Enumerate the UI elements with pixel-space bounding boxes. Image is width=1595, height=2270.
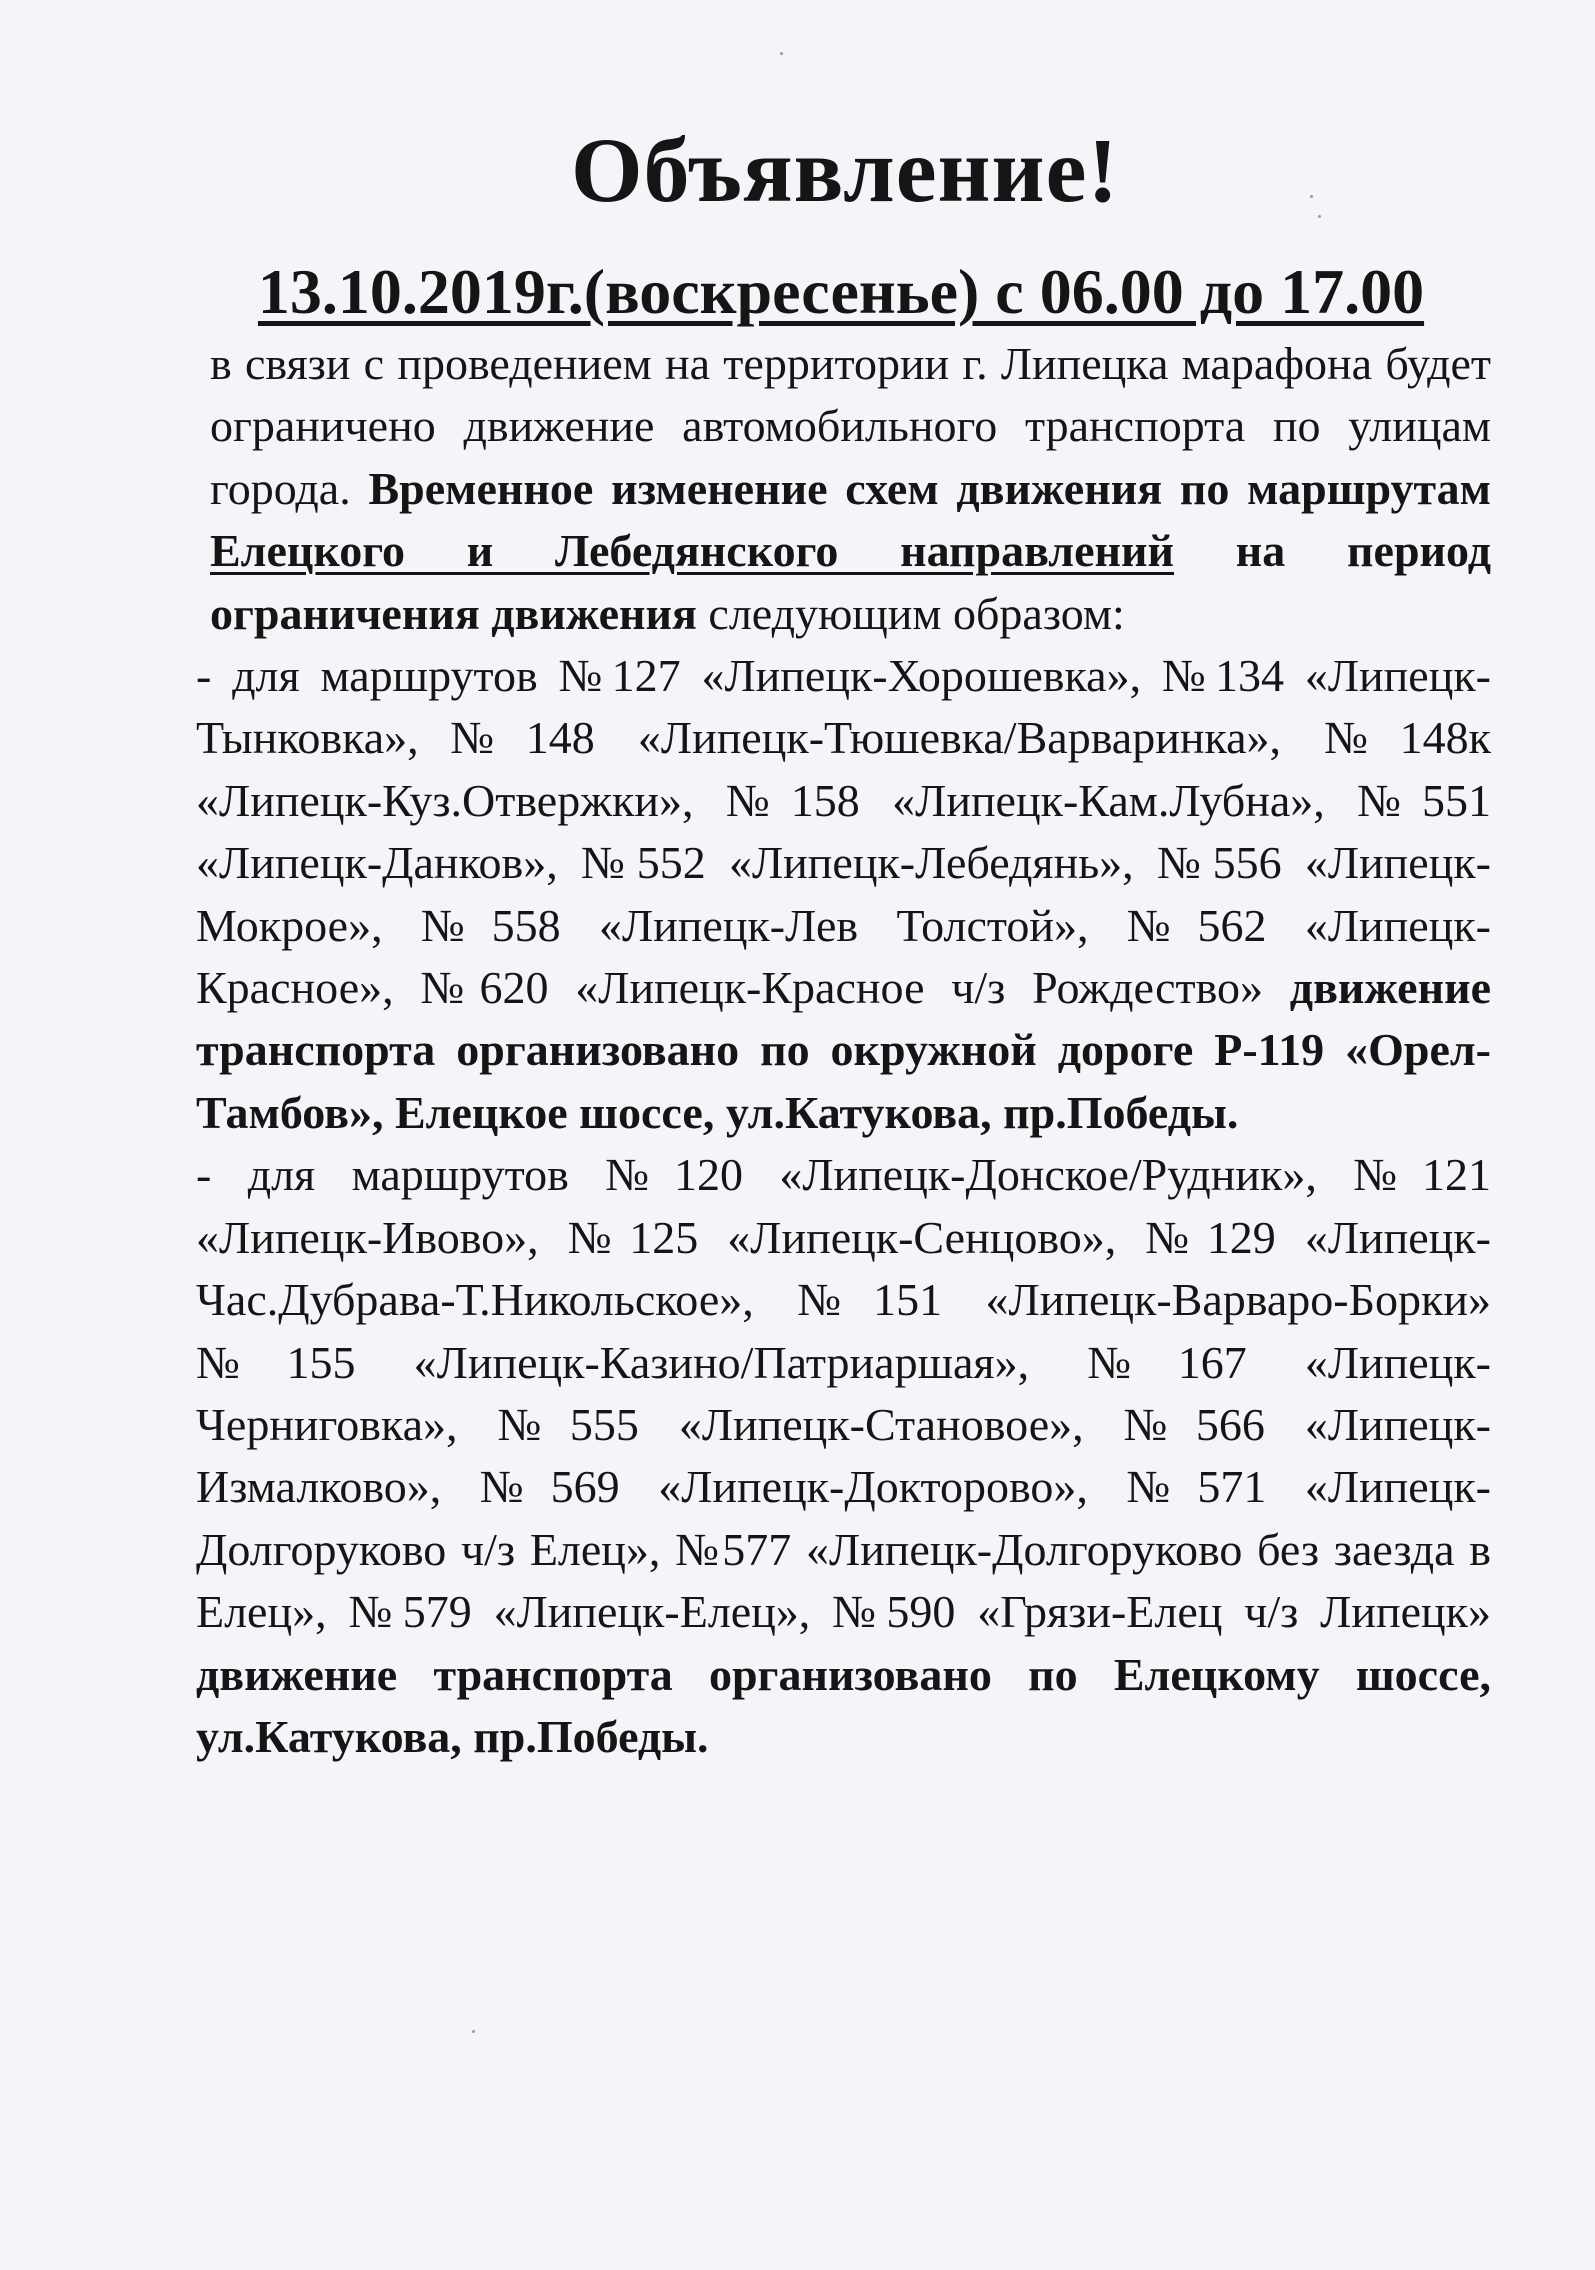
intro-bold-text: Временное изменение схем движения по маршрутам: [368, 462, 1491, 514]
intro-bold-period: на период ограничения движения: [210, 525, 1491, 639]
paragraph-routes-group-2: [196, 1144, 1491, 1768]
paper-speck: [1310, 195, 1313, 198]
paper-speck: [1318, 215, 1321, 218]
notice-date-line: 13.10.2019г.(воскресенье) с 06.00 до 17.00: [257, 256, 1425, 327]
paragraph-intro: [196, 333, 1491, 645]
paper-speck: [780, 52, 783, 55]
routes-list-1: - для маршрутов №127 «Липецк-Хорошевка», №134 «Липецк-Тынковка»,№148 «Липецк-Тюшевка/Варваринка», №148к «Липецк-Куз.Отвержки», №158 «Липецк-Кам.Лубна», №551 «Липецк-Данков», №552 «Липецк-Лебедянь», №556 «Липецк-Мокрое», №558 «Липецк-Лев Толстой», №562 «Липецк-Красное», №620 «Липецк-Красное ч/з Рождество»: [196, 650, 1491, 1014]
paper-speck: [472, 2030, 475, 2033]
routes-detour-1: движение транспорта организовано по окружной дороге Р-119 «Орел-Тамбов», Елецкое шоссе, ул.Катукова, пр.Победы.: [196, 962, 1492, 1138]
routes-detour-2: движение транспорта организовано по Елецкому шоссе, ул.Катукова, пр.Победы.: [196, 1648, 1491, 1762]
notice-body: [196, 333, 1491, 1768]
intro-underlined-directions: Елецкого и Лебедянского направлений: [210, 525, 1175, 577]
notice-title: Объявление!: [570, 119, 1120, 221]
intro-text: в связи с проведением на территории г. Липецка марафона будет ограничено движение автомобильного транспорта по улицам города.: [210, 338, 1491, 514]
intro-tail-text: следующим образом:: [708, 587, 1125, 639]
routes-list-2: - для маршрутов №120 «Липецк-Донское/Рудник», №121 «Липецк-Ивово», №125 «Липецк-Сенцово», №129 «Липецк-Час.Дубрава-Т.Никольское», №151 «Липецк-Варваро-Борки» №155 «Липецк-Казино/Патриаршая», №167 «Липецк-Черниговка», №555 «Липецк-Становое», №566 «Липецк-Измалково», №569 «Липецк-Докторово», №571 «Липецк-Долгоруково ч/з Елец», №577 «Липецк-Долгоруково без заезда в Елец», №579 «Липецк-Елец», №590 «Грязи-Елец ч/з Липецк»: [196, 1149, 1491, 1638]
paragraph-routes-group-1: [196, 645, 1491, 1144]
